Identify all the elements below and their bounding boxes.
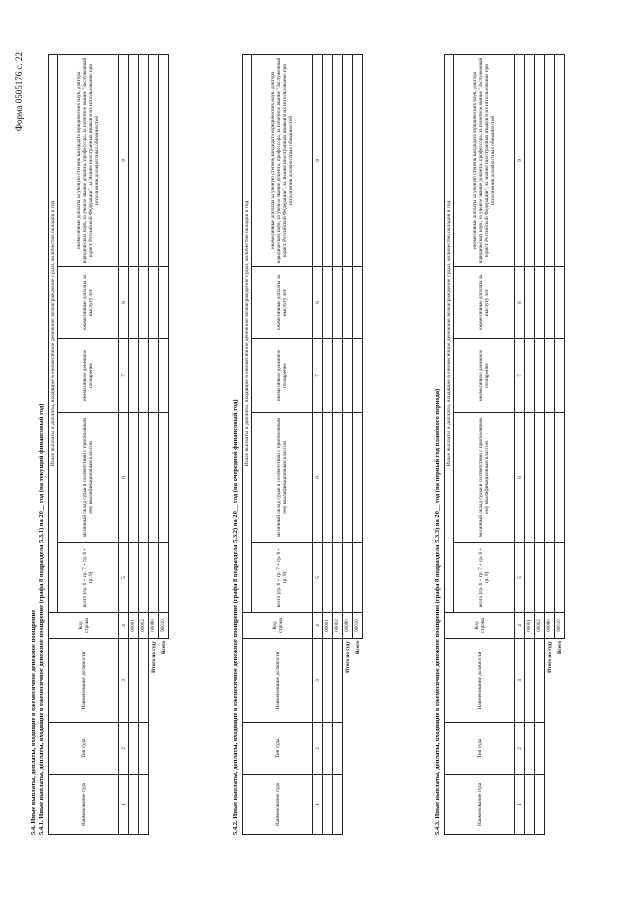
grand-total-code: 90010	[353, 613, 363, 639]
column-numbers-row	[119, 54, 129, 834]
table-cell	[343, 267, 353, 339]
position-name-header: Наименование должности	[243, 639, 313, 723]
table-cell	[525, 775, 535, 835]
group-header: Иные выплаты и доплаты, входящие в ежемесячное денежное вознаграждение судьи, количество окладов в год	[445, 54, 454, 612]
table-cell	[149, 54, 159, 266]
table-cell	[129, 413, 139, 543]
grand-total-row	[555, 54, 565, 834]
table-cell	[149, 339, 159, 413]
grand-total-code: 90010	[555, 613, 565, 639]
table-row	[333, 54, 343, 834]
table-row	[525, 54, 535, 834]
table-cell	[333, 54, 343, 266]
column-number: 3	[313, 639, 323, 723]
table-cell	[555, 54, 565, 266]
section-title: 5.4.2. Иные выплаты, доплаты, входящие в ежемесячное денежное поощрение (графа 8 подраздела 5.3.2) на 20__ год (на очередной финансовый год)	[232, 399, 239, 835]
court-type-header: Тип суда	[243, 723, 313, 775]
row-code: 00002	[139, 613, 149, 639]
subtotal-label: Итого по суду	[344, 641, 351, 673]
court-name-header: Наименование суда	[445, 775, 515, 835]
table-cell	[545, 54, 555, 266]
subtotal-row	[545, 54, 555, 834]
table-cell	[333, 543, 343, 613]
payments-table	[48, 54, 169, 835]
table-cell	[159, 267, 169, 339]
longevity-header: ежемесячные доплаты за выслугу лет	[58, 267, 119, 339]
grand-total-code: 90010	[159, 613, 169, 639]
subtotal-row	[343, 54, 353, 834]
column-number: 3	[119, 639, 129, 723]
subtotal-code: 00080	[149, 613, 159, 639]
column-number: 9	[313, 54, 323, 266]
payments-table	[444, 54, 565, 835]
table-cell	[343, 339, 353, 413]
column-number: 6	[119, 413, 129, 543]
column-number: 7	[515, 339, 525, 413]
line-code-header: Код строки	[445, 613, 515, 639]
table-cell	[535, 267, 545, 339]
column-number: 6	[515, 413, 525, 543]
table-cell	[139, 413, 149, 543]
column-number: 2	[313, 723, 323, 775]
row-code: 00001	[323, 613, 333, 639]
column-number: 7	[119, 339, 129, 413]
subtotal-code: 00080	[545, 613, 555, 639]
academic-header: ежемесячные доплаты за ученую степень кандидата юридических наук, доктора юридических наук, за ученое звание доцента, профессора, за почетное звание "Заслуженный юрист Российской Федерации", за знание иностранных языков и их использование при исполнении должностных обязанностей	[58, 54, 119, 266]
table-cell	[545, 339, 555, 413]
table-row	[139, 54, 149, 834]
table-cell	[149, 413, 159, 543]
table-cell	[535, 543, 545, 613]
table-cell	[525, 723, 535, 775]
column-number: 9	[515, 54, 525, 266]
row-code: 00001	[525, 613, 535, 639]
table-cell	[139, 775, 149, 835]
table-cell	[535, 723, 545, 775]
court-name-header: Наименование суда	[49, 775, 119, 835]
table-cell	[535, 339, 545, 413]
payments-table	[242, 54, 363, 835]
group-header: Иные выплаты и доплаты, входящие в ежемесячное денежное вознаграждение судьи, количество окладов в год	[49, 54, 58, 612]
table-cell	[323, 639, 333, 723]
column-number: 1	[313, 775, 323, 835]
column-number: 5	[515, 543, 525, 613]
court-name-header: Наименование суда	[243, 775, 313, 835]
table-cell	[545, 413, 555, 543]
table-cell	[525, 54, 535, 266]
table-section	[232, 55, 363, 835]
monthly-bonus-header: ежемесячное денежное поощрение	[454, 339, 515, 413]
table-cell	[343, 543, 353, 613]
table-cell	[139, 54, 149, 266]
academic-header: ежемесячные доплаты за ученую степень кандидата юридических наук, доктора юридических наук, за ученое звание доцента, профессора, за почетное звание "Заслуженный юрист Российской Федерации", за знание иностранных языков и их использование при исполнении должностных обязанностей	[252, 54, 313, 266]
table-cell	[353, 267, 363, 339]
monthly-salary-header: месячный оклад судьи в соответствии с присвоенным ему квалификационным классом	[252, 413, 313, 543]
column-number: 5	[313, 543, 323, 613]
grand-total-label: Всего	[354, 641, 361, 654]
table-cell	[525, 413, 535, 543]
table-row	[323, 54, 333, 834]
table-cell	[149, 267, 159, 339]
column-number: 1	[119, 775, 129, 835]
column-numbers-row	[515, 54, 525, 834]
column-number: 4	[313, 613, 323, 639]
table-cell	[159, 339, 169, 413]
table-cell	[149, 543, 159, 613]
form-code: Форма 0505176 с. 22	[14, 52, 24, 132]
subtotal-label: Итого по суду	[546, 641, 553, 673]
table-cell	[535, 54, 545, 266]
total-header: всего (гр. 6 + гр. 7 + гр. 8 + гр. 9)	[454, 543, 515, 613]
table-row	[535, 54, 545, 834]
table-cell	[129, 543, 139, 613]
table-cell	[129, 54, 139, 266]
table-cell	[343, 54, 353, 266]
table-cell	[139, 639, 149, 723]
row-code: 00002	[333, 613, 343, 639]
table-cell	[333, 339, 343, 413]
table-cell	[139, 339, 149, 413]
table-cell	[535, 775, 545, 835]
position-name-header: Наименование должности	[49, 639, 119, 723]
longevity-header: ежемесячные доплаты за выслугу лет	[252, 267, 313, 339]
section-title: 5.4.1. Иные выплаты, доплаты, входящие в ежемесячное денежное поощрение (графа 8 подраздела 5.3.1) на 20__ год (на текущий финансовый год)	[38, 403, 45, 835]
longevity-header: ежемесячные доплаты за выслугу лет	[454, 267, 515, 339]
table-cell	[525, 267, 535, 339]
column-number: 4	[515, 613, 525, 639]
table-cell	[535, 413, 545, 543]
row-code: 00001	[129, 613, 139, 639]
table-cell	[323, 339, 333, 413]
column-number: 5	[119, 543, 129, 613]
grand-total-row	[159, 54, 169, 834]
table-cell	[525, 543, 535, 613]
line-code-header: Код строки	[49, 613, 119, 639]
academic-header: ежемесячные доплаты за ученую степень кандидата юридических наук, доктора юридических наук, за ученое звание доцента, профессора, за почетное звание "Заслуженный юрист Российской Федерации", за знание иностранных языков и их использование при исполнении должностных обязанностей	[454, 54, 515, 266]
line-code-header: Код строки	[243, 613, 313, 639]
table-cell	[333, 775, 343, 835]
column-number: 7	[313, 339, 323, 413]
table-cell	[139, 267, 149, 339]
table-cell	[129, 639, 139, 723]
table-cell	[323, 267, 333, 339]
column-number: 2	[119, 723, 129, 775]
table-section	[30, 55, 169, 835]
column-number: 1	[515, 775, 525, 835]
table-cell	[353, 543, 363, 613]
table-cell	[525, 639, 535, 723]
monthly-salary-header: месячный оклад судьи в соответствии с присвоенным ему квалификационным классом	[58, 413, 119, 543]
table-section	[434, 55, 565, 835]
column-number: 4	[119, 613, 129, 639]
section-heading: 5.4. Иные выплаты, доплаты, входящие в ежемесячное денежное поощрение	[30, 609, 37, 835]
table-cell	[323, 543, 333, 613]
table-cell	[525, 339, 535, 413]
column-number: 8	[313, 267, 323, 339]
table-cell	[129, 339, 139, 413]
table-cell	[545, 267, 555, 339]
table-cell	[353, 339, 363, 413]
subtotal-label: Итого по суду	[150, 641, 157, 673]
table-cell	[333, 639, 343, 723]
total-header: всего (гр. 6 + гр. 7 + гр. 8 + гр. 9)	[58, 543, 119, 613]
table-cell	[129, 267, 139, 339]
table-cell	[353, 413, 363, 543]
table-cell	[333, 723, 343, 775]
table-cell	[159, 413, 169, 543]
table-cell	[159, 543, 169, 613]
monthly-bonus-header: ежемесячное денежное поощрение	[252, 339, 313, 413]
table-cell	[323, 775, 333, 835]
position-name-header: Наименование должности	[445, 639, 515, 723]
table-cell	[333, 413, 343, 543]
monthly-bonus-header: ежемесячное денежное поощрение	[58, 339, 119, 413]
table-cell	[323, 723, 333, 775]
table-cell	[129, 723, 139, 775]
table-cell	[555, 267, 565, 339]
column-numbers-row	[313, 54, 323, 834]
column-number: 9	[119, 54, 129, 266]
column-number: 8	[119, 267, 129, 339]
column-number: 2	[515, 723, 525, 775]
table-cell	[333, 267, 343, 339]
table-cell	[129, 775, 139, 835]
group-header: Иные выплаты и доплаты, входящие в ежемесячное денежное вознаграждение судьи, количество окладов в год	[243, 54, 252, 612]
subtotal-code: 00080	[343, 613, 353, 639]
table-cell	[555, 413, 565, 543]
table-cell	[139, 723, 149, 775]
total-header: всего (гр. 6 + гр. 7 + гр. 8 + гр. 9)	[252, 543, 313, 613]
table-cell	[353, 54, 363, 266]
column-number: 8	[515, 267, 525, 339]
table-cell	[343, 413, 353, 543]
court-type-header: Тип суда	[49, 723, 119, 775]
table-cell	[535, 639, 545, 723]
monthly-salary-header: месячный оклад судьи в соответствии с присвоенным ему квалификационным классом	[454, 413, 515, 543]
table-cell	[323, 54, 333, 266]
table-row	[129, 54, 139, 834]
subtotal-row	[149, 54, 159, 834]
row-code: 00002	[535, 613, 545, 639]
table-cell	[545, 543, 555, 613]
grand-total-row	[353, 54, 363, 834]
grand-total-label: Всего	[160, 641, 167, 654]
table-cell	[555, 339, 565, 413]
column-number: 3	[515, 639, 525, 723]
section-title: 5.4.3. Иные выплаты, доплаты, входящие в ежемесячное денежное поощрение (графа 8 подраздела 5.3.3) на 20__ год (на первый год планового периода)	[434, 388, 441, 835]
table-cell	[139, 543, 149, 613]
table-cell	[159, 54, 169, 266]
column-number: 6	[313, 413, 323, 543]
court-type-header: Тип суда	[445, 723, 515, 775]
table-cell	[555, 543, 565, 613]
table-cell	[323, 413, 333, 543]
grand-total-label: Всего	[556, 641, 563, 654]
